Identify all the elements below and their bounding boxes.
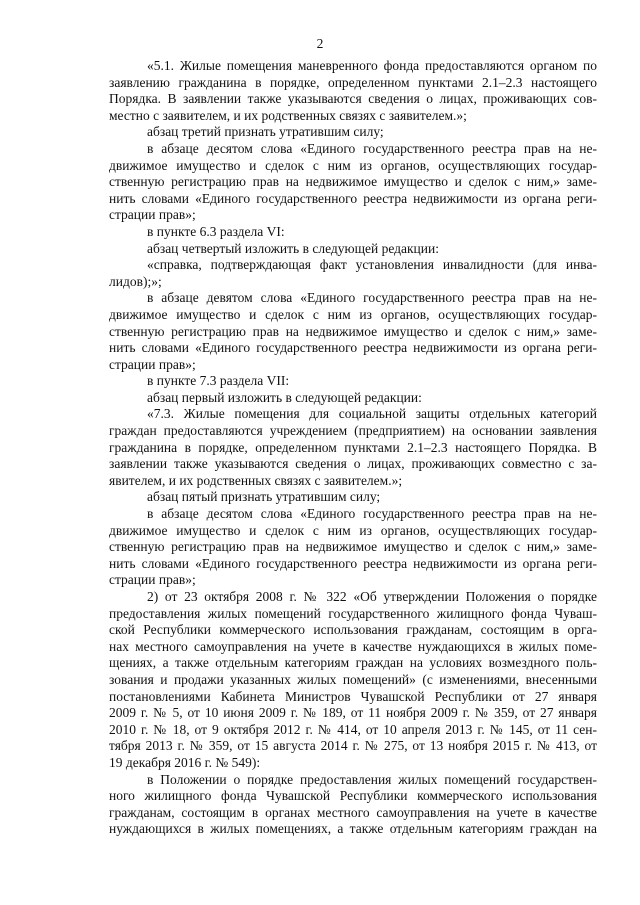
text-line: гражданам, состоящим в органах местного самоуправления на учете в качестве xyxy=(109,804,597,820)
text-line: абзац третий признать утратившим силу; xyxy=(147,124,384,140)
text-line: лидов);»; xyxy=(109,273,162,289)
text-line: Порядка. В заявлении также указываются сведения о лицах, проживающих сов- xyxy=(109,91,597,107)
text-line: «5.1. Жилые помещения маневренного фонда предоставляются органом по xyxy=(147,58,597,73)
text-line: в абзаце десятом слова «Единого государственного реестра прав на не- xyxy=(147,506,597,522)
text-line: явителем, и их родственных связях с заявителем.»; xyxy=(109,472,403,488)
text-line: в абзаце девятом слова «Единого государственного реестра прав на не- xyxy=(147,290,597,306)
text-line: страции прав»; xyxy=(109,356,196,372)
text-line: в абзаце десятом слова «Единого государственного реестра прав на не- xyxy=(147,140,597,156)
text-line: нить словами «Единого государственного реестра недвижимости из органа реги- xyxy=(109,555,597,571)
text-line: местно с заявителем, и их родственных связях с заявителем.»; xyxy=(109,107,467,123)
text-line: заявлению гражданина в порядке, определенном пунктами 2.1–2.3 настоящего xyxy=(109,74,597,90)
text-line: 19 декабря 2016 г. № 549): xyxy=(109,754,261,770)
text-line: граждан предоставляются учреждением (предприятием) на основании заявления xyxy=(109,423,597,439)
text-line: в Положении о порядке предоставления жилых помещений государствен- xyxy=(147,771,597,787)
text-line: движимое имущество и сделок с ним из органов, осуществляющих государ- xyxy=(109,157,597,173)
text-line: ственную регистрацию прав на недвижимое имущество и сделок с ним,» заме- xyxy=(109,323,597,339)
text-line: щениях, а также отдельным категориям граждан на условиях возмездного поль- xyxy=(109,655,597,671)
text-line: движимое имущество и сделок с ним из органов, осуществляющих государ- xyxy=(109,522,597,538)
text-line: гражданина в порядке, определенном пунктами 2.1–2.3 настоящего Порядка. В xyxy=(109,439,597,455)
text-line: «справка, подтверждающая факт установления инвалидности (для инва- xyxy=(147,257,597,273)
text-line: страции прав»; xyxy=(109,572,196,588)
text-line: в пункте 7.3 раздела VII: xyxy=(147,373,290,389)
text-line: в пункте 6.3 раздела VI: xyxy=(147,223,285,239)
text-line: движимое имущество и сделок с ним из органов, осуществляющих государ- xyxy=(109,306,597,322)
text-line: нить словами «Единого государственного реестра недвижимости из органа реги- xyxy=(109,340,597,356)
text-line: абзац пятый признать утратившим силу; xyxy=(147,489,381,505)
text-line: ного жилищного фонда Чувашской Республики коммерческого использования xyxy=(109,788,597,804)
text-line: ственную регистрацию прав на недвижимое имущество и сделок с ним,» заме- xyxy=(109,539,597,555)
text-line: тября 2013 г. № 359, от 15 августа 2014 г. № 275, от 13 ноября 2015 г. № 413, от xyxy=(109,738,597,754)
text-line: страции прав»; xyxy=(109,207,196,223)
text-line: 2009 г. № 5, от 10 июня 2009 г. № 189, от 11 ноября 2009 г. № 359, от 27 января xyxy=(109,705,597,721)
text-line: нуждающихся в жилых помещениях, а также отдельным категориям граждан на xyxy=(109,821,597,837)
text-line: заявлении также указываются сведения о лицах, проживающих совместно с за- xyxy=(109,456,597,472)
text-line: ской Республики коммерческого использования гражданам, состоящим в орга- xyxy=(109,622,597,638)
document-body xyxy=(109,58,597,838)
text-line: постановлениями Кабинета Министров Чувашской Республики от 27 января xyxy=(109,688,597,704)
text-line: предоставления жилых помещений государственного жилищного фонда Чуваш- xyxy=(109,605,597,621)
text-line: 2010 г. № 18, от 9 октября 2012 г. № 414, от 10 апреля 2013 г. № 145, от 11 сен- xyxy=(109,721,597,737)
text-line: зования и продажи указанных жилых помещений» (с изменениями, внесенными xyxy=(109,671,597,687)
text-line: ственную регистрацию прав на недвижимое имущество и сделок с ним,» заме- xyxy=(109,174,597,190)
text-line: абзац четвертый изложить в следующей редакции: xyxy=(147,240,439,256)
text-line: «7.3. Жилые помещения для социальной защиты отдельных категорий xyxy=(147,406,597,422)
text-line: абзац первый изложить в следующей редакции: xyxy=(147,389,422,405)
page-number: 2 xyxy=(316,36,324,51)
text-line: нить словами «Единого государственного реестра недвижимости из органа реги- xyxy=(109,190,597,206)
text-line: нах местного самоуправления на учете в качестве нуждающихся в жилых поме- xyxy=(109,638,597,654)
text-line: 2) от 23 октября 2008 г. № 322 «Об утверждении Положения о порядке xyxy=(147,589,597,604)
